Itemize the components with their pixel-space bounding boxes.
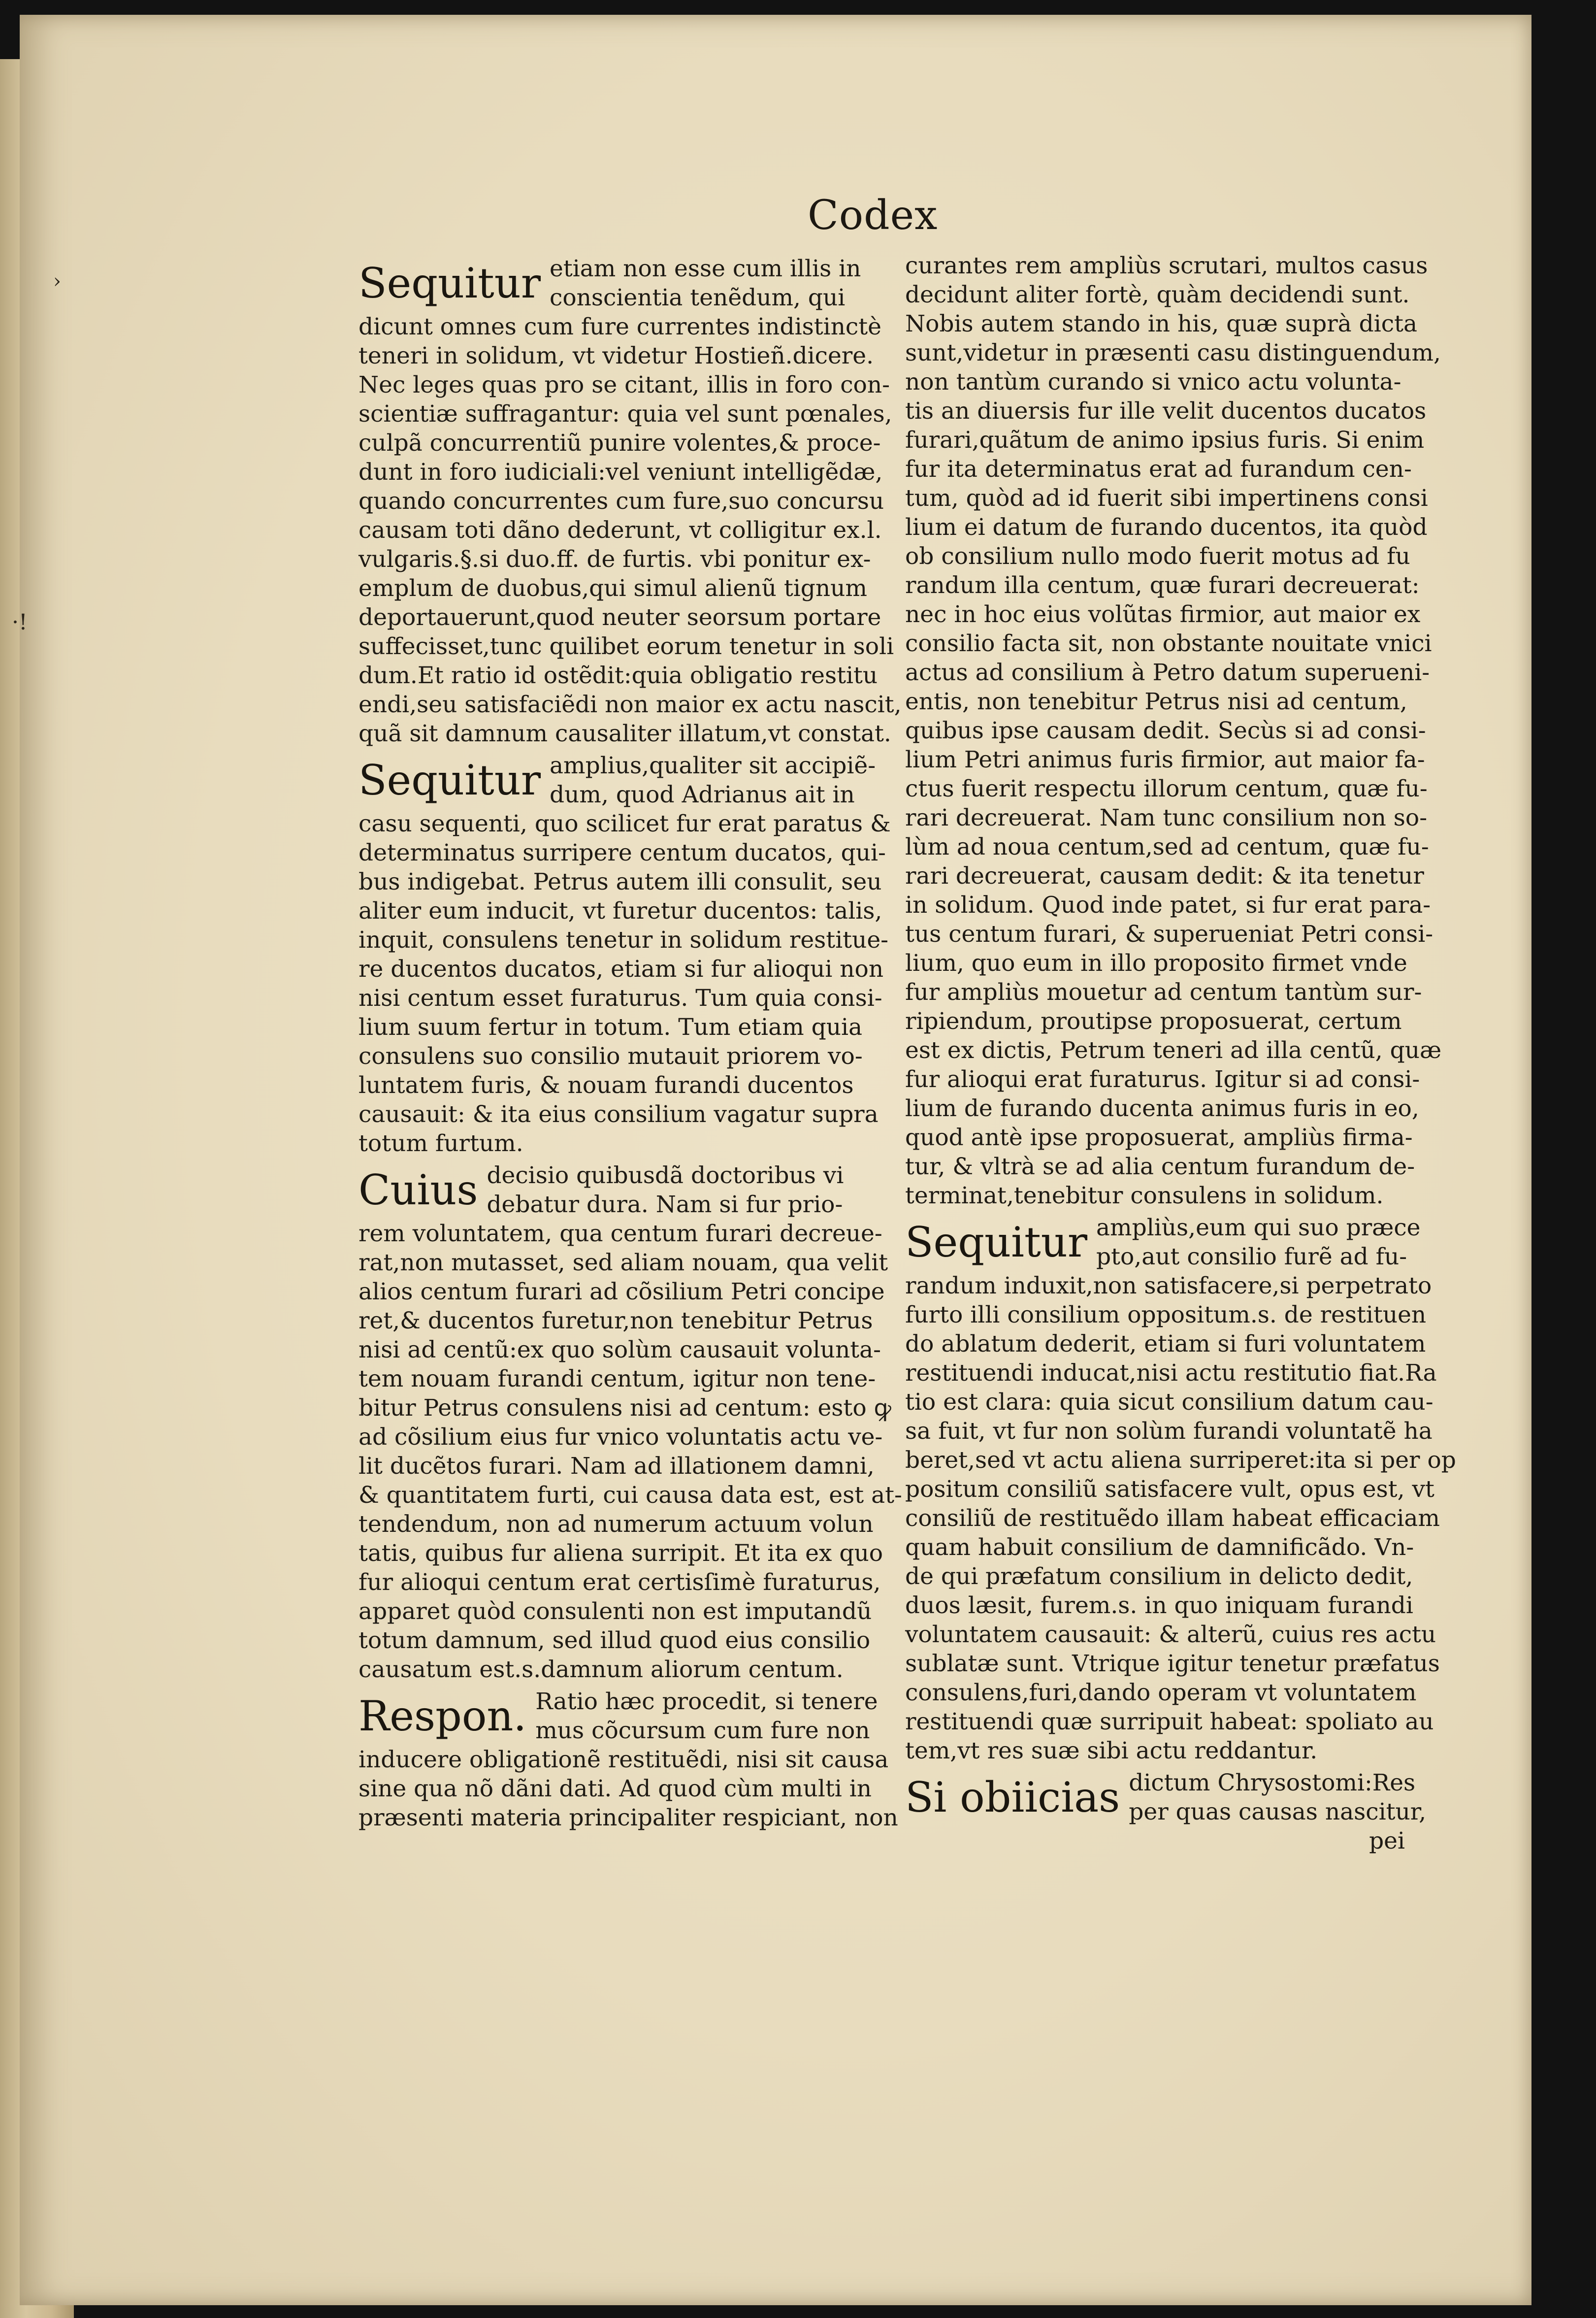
lead-word: Sequitur (358, 259, 541, 307)
text-line: tis an diuersis fur ille velit ducentos ducatos (905, 397, 1427, 425)
text-line: nisi centum esset furaturus. Tum quia consi- (358, 985, 882, 1012)
text-line: luntatem furis, & nouam furandi ducentos (358, 1072, 854, 1099)
text-line: inducere obligationẽ restituẽdi, nisi sit causa (358, 1746, 889, 1773)
text-line: & quantitatem furti, cui causa data est, est at- (358, 1482, 902, 1509)
lead-word: Sequitur (905, 1218, 1088, 1266)
lead-lines (1129, 1768, 1426, 1826)
margin-bracket-mark: › (53, 270, 61, 293)
text-line: tem nouam furandi centum, igitur non tene- (358, 1365, 876, 1392)
text-line: voluntatem causauit: & alterũ, cuius res actu (905, 1621, 1436, 1648)
text-line: furari,quãtum de animo ipsius furis. Si enim (905, 427, 1425, 454)
text-line: etiam non esse cum illis in (550, 255, 861, 282)
text-line: lium suum fertur in totum. Tum etiam quia (358, 1014, 863, 1041)
text-line: sine qua nõ dãni dati. Ad quod cùm multi in (358, 1775, 872, 1802)
text-line: re ducentos ducatos, etiam si fur alioqui non (358, 956, 884, 983)
text-line: duos læsit, furem.s. in quo iniquam furandi (905, 1592, 1413, 1619)
text-line: dum, quod Adrianus ait in (550, 781, 855, 808)
text-line: ret,& ducentos furetur,non tenebitur Petrus (358, 1307, 873, 1334)
text-line: Nobis autem stando in his, quæ suprà dicta (905, 310, 1417, 337)
text-line: tur, & vltrà se ad alia centum furandum de- (905, 1153, 1415, 1180)
text-line: deportauerunt,quod neuter seorsum portare (358, 604, 881, 631)
text-line: per quas causas nascitur, (1129, 1798, 1427, 1825)
text-line: bus indigebat. Petrus autem illi consulit, seu (358, 868, 882, 895)
paragraph-block (905, 1768, 1427, 1826)
text-line: restituendi quæ surripuit habeat: spoliato au (905, 1708, 1434, 1735)
text-line: lùm ad noua centum,sed ad centum, quæ fu- (905, 833, 1429, 861)
text-line: randum illa centum, quæ furari decreuerat: (905, 572, 1420, 599)
text-line: sublatæ sunt. Vtrique igitur tenetur præfatus (905, 1650, 1440, 1677)
running-head: Codex (808, 192, 938, 239)
text-line: vulgaris.§.si duo.ff. de furtis. vbi ponitur ex- (358, 546, 871, 573)
text-line: sunt,videtur in præsenti casu distinguendum, (905, 339, 1441, 366)
text-line: ripiendum, proutipse proposuerat, certum (905, 1008, 1402, 1035)
paragraph-block (905, 1213, 1456, 1765)
text-line: fur alioqui erat furaturus. Igitur si ad consi- (905, 1066, 1420, 1093)
text-line: furto illi consilium oppositum.s. de restituen (905, 1301, 1427, 1328)
text-line: nisi ad centũ:ex quo solùm causauit volunta- (358, 1336, 881, 1363)
text-line: consilio facta sit, non obstante nouitate vnici (905, 630, 1432, 657)
lead-word: Si obiicias (905, 1773, 1120, 1821)
text-line: non tantùm curando si vnico actu volunta- (905, 368, 1401, 396)
text-line: casu sequenti, quo scilicet fur erat paratus & (358, 810, 891, 837)
text-line: dictum Chrysostomi:Res (1129, 1769, 1416, 1796)
text-line: Ratio hæc procedit, si tenere (535, 1688, 878, 1715)
text-line: restituendi inducat,nisi actu restitutio fiat.Ra (905, 1359, 1437, 1387)
text-line: tatis, quibus fur aliena surripit. Et ita ex quo (358, 1540, 883, 1567)
text-line: quod antè ipse proposuerat, ampliùs firma- (905, 1124, 1413, 1151)
paragraph-opening (905, 1768, 1427, 1826)
text-line: mus cõcursum cum fure non (535, 1717, 870, 1744)
text-line: beret,sed vt actu aliena surriperet:ita si per op (905, 1447, 1456, 1474)
text-line: dicunt omnes cum fure currentes indistinctè (358, 313, 881, 340)
lead-word: Cuius (358, 1166, 478, 1214)
text-line: debatur dura. Nam si fur prio- (487, 1191, 843, 1218)
text-line: conscientia tenẽdum, qui (550, 284, 846, 311)
text-line: dunt in foro iudiciali:vel veniunt intelligẽdæ, (358, 459, 883, 486)
paragraph-opening (358, 1161, 868, 1219)
text-line: entis, non tenebitur Petrus nisi ad centum, (905, 688, 1407, 715)
text-line: lium Petri animus furis firmior, aut maior fa- (905, 746, 1425, 773)
paragraph-opening (905, 1213, 1421, 1271)
text-line: suffecisset,tunc quilibet eorum tenetur in soli (358, 633, 894, 660)
text-line: causauit: & ita eius consilium vagatur supra (358, 1101, 879, 1128)
lead-lines (487, 1161, 868, 1219)
text-line: de qui præfatum consilium in delicto dedit, (905, 1563, 1413, 1590)
lead-lines (1096, 1213, 1420, 1271)
right-column (905, 251, 1456, 1855)
text-line: teneri in solidum, vt videtur Hostieñ.dicere. (358, 342, 874, 369)
text-line: Nec leges quas pro se citant, illis in foro con- (358, 371, 890, 398)
text-line: sa fuit, vt fur non solùm furandi voluntatẽ ha (905, 1418, 1433, 1445)
text-line: ampliùs,eum qui suo præce (1096, 1214, 1421, 1241)
paragraph-block (358, 1161, 902, 1684)
margin-pointer-mark: ·! (12, 610, 28, 635)
text-line: totum damnum, sed illud quod eius consilio (358, 1627, 871, 1654)
text-line: ctus fuerit respectu illorum centum, quæ fu- (905, 775, 1428, 802)
text-line: decisio quibusdã doctoribus vi (487, 1162, 844, 1189)
text-line: consiliũ de restituẽdo illam habeat efficaciam (905, 1505, 1440, 1532)
text-line: culpã concurrentiũ punire volentes,& proce- (358, 430, 881, 457)
text-line: tendendum, non ad numerum actuum volun (358, 1511, 874, 1538)
text-line: consulens,furi,dando operam vt voluntatem (905, 1679, 1417, 1706)
text-line: amplius,qualiter sit accipiẽ- (550, 752, 876, 779)
text-line: ob consilium nullo modo fuerit motus ad fu (905, 543, 1410, 570)
text-line: aliter eum inducit, vt furetur ducentos: talis, (358, 897, 882, 925)
lead-lines (535, 1687, 878, 1745)
text-line: decidunt aliter fortè, quàm decidendi sunt. (905, 281, 1410, 308)
text-line: randum induxit,non satisfacere,si perpetrato (905, 1272, 1432, 1299)
text-line: in solidum. Quod inde patet, si fur erat para- (905, 892, 1431, 919)
paragraph-block (358, 1687, 898, 1832)
text-line: alios centum furari ad cõsilium Petri concipe (358, 1278, 885, 1305)
text-line: tum, quòd ad id fuerit sibi impertinens consi (905, 485, 1428, 512)
text-line: totum furtum. (358, 1130, 523, 1157)
text-line: consulens suo consilio mutauit priorem vo- (358, 1043, 863, 1070)
text-line: emplum de duobus,qui simul alienũ tignum (358, 575, 867, 602)
text-line: dum.Et ratio id ostẽdit:quia obligatio restitu (358, 662, 878, 689)
text-line: rat,non mutasset, sed aliam nouam, qua velit (358, 1249, 888, 1276)
text-line: bitur Petrus consulens nisi ad centum: esto ꝙ (358, 1394, 891, 1422)
text-line: tio est clara: quia sicut consilium datum cau- (905, 1389, 1433, 1416)
lead-lines (550, 751, 876, 809)
text-line: lium de furando ducenta animus furis in eo, (905, 1095, 1419, 1122)
text-line: lium ei datum de furando ducentos, ita quòd (905, 514, 1428, 541)
text-line: inquit, consulens tenetur in solidum restitue- (358, 927, 889, 954)
text-line: tus centum furari, & superueniat Petri consi- (905, 921, 1433, 948)
text-line: actus ad consilium à Petro datum superueni- (905, 659, 1430, 686)
text-line: est ex dictis, Petrum teneri ad illa centũ, quæ (905, 1037, 1442, 1064)
text-line: apparet quòd consulenti non est imputandũ (358, 1598, 872, 1625)
text-line: lium, quo eum in illo proposito firmet vnde (905, 950, 1407, 977)
left-column (358, 251, 902, 1832)
text-line: fur alioqui centum erat certisſimè furaturus, (358, 1569, 881, 1596)
text-line: positum consiliũ satisfacere vult, opus est, vt (905, 1476, 1434, 1503)
text-line: do ablatum dederit, etiam si furi voluntatem (905, 1330, 1426, 1358)
text-line: fur ampliùs mouetur ad centum tantùm sur- (905, 979, 1422, 1006)
text-line: causatum est.s.damnum aliorum centum. (358, 1656, 844, 1683)
paragraph-block (905, 251, 1442, 1210)
text-line: determinatus surripere centum ducatos, qui- (358, 839, 886, 866)
text-line: rem voluntatem, qua centum furari decreue- (358, 1220, 882, 1247)
lead-word: Sequitur (358, 756, 541, 804)
lead-word: Respon. (358, 1692, 527, 1740)
paragraph-block (358, 254, 902, 748)
text-line: causam toti dãno dederunt, vt colligitur ex.l. (358, 517, 882, 544)
paragraph-block (358, 751, 891, 1158)
text-line: terminat,tenebitur consulens in solidum. (905, 1182, 1384, 1209)
paragraph-opening (358, 254, 868, 312)
text-line: rari decreuerat, causam dedit: & ita tenetur (905, 862, 1424, 890)
text-line: rari decreuerat. Nam tunc consilium non so- (905, 804, 1428, 831)
paragraph-opening (358, 1687, 878, 1745)
text-line: ad cõsilium eius fur vnico voluntatis actu ve- (358, 1424, 883, 1451)
text-line: endi,seu satisfaciẽdi non maior ex actu nascit, (358, 691, 902, 718)
text-line: curantes rem ampliùs scrutari, multos casus (905, 252, 1428, 279)
text-line: quam habuit consilium de damnificãdo. Vn- (905, 1534, 1414, 1561)
text-line: scientiæ suffragantur: quia vel sunt pœnales, (358, 400, 892, 428)
text-line: præsenti materia principaliter respiciant, non (358, 1804, 898, 1831)
text-line: quã sit damnum causaliter illatum,vt constat. (358, 720, 891, 747)
lead-lines (550, 254, 868, 312)
text-line: pto,aut consilio furẽ ad fu- (1096, 1243, 1407, 1270)
text-line: quibus ipse causam dedit. Secùs si ad consi- (905, 717, 1426, 744)
text-line: tem,vt res suæ sibi actu reddantur. (905, 1737, 1318, 1764)
text-line: fur ita determinatus erat ad furandum cen- (905, 456, 1412, 483)
paragraph-opening (358, 751, 876, 809)
catchword: pei (1369, 1827, 1405, 1854)
text-line: lit ducẽtos furari. Nam ad illationem damni, (358, 1453, 875, 1480)
text-line: quando concurrentes cum fure,suo concursu (358, 488, 884, 515)
text-line: nec in hoc eius volũtas firmior, aut maior ex (905, 601, 1421, 628)
